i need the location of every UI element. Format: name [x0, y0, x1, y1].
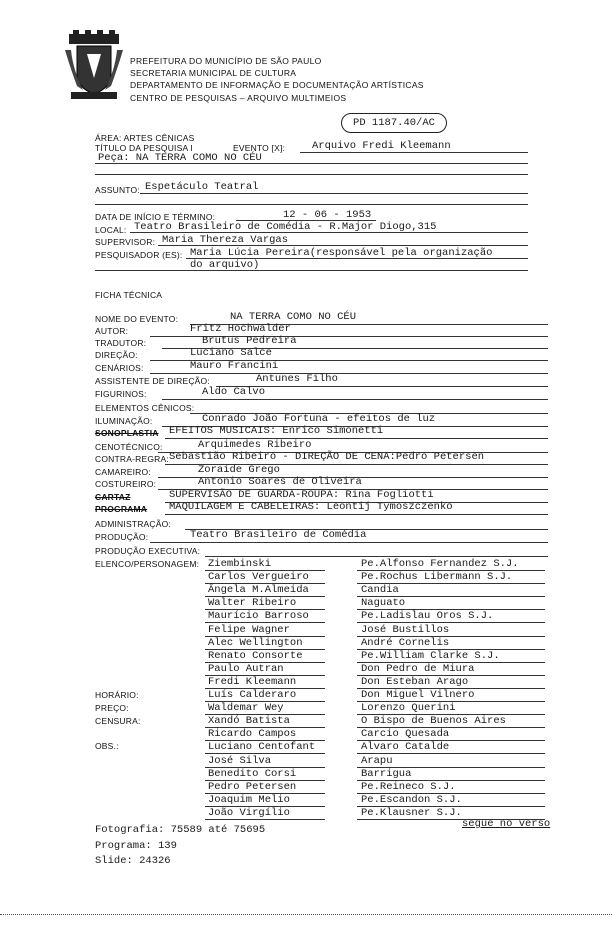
- header-centro: CENTRO DE PESQUISAS – ARQUIVO MULTIMEIOS: [130, 93, 347, 103]
- ficha-value-12: Zoraide Grego: [198, 464, 280, 476]
- programa-number: Programa: 139: [95, 840, 177, 852]
- elenco-role-3: Naguato: [361, 597, 406, 609]
- elenco-label: ELENCO/PERSONAGEM:: [95, 559, 200, 569]
- elenco-actor-16: Benedito Corsi: [208, 768, 297, 780]
- ficha-label-9: SONOPLASTIA: [95, 428, 159, 438]
- data-value: 12 - 06 - 1953: [283, 209, 372, 221]
- ficha-label-12: CAMAREIRO:: [95, 467, 151, 477]
- elenco-role-18: Pe.Escandon S.J.: [361, 794, 462, 806]
- elenco-role-4: Pe.Ladislau Oros S.J.: [361, 610, 494, 622]
- assunto-value: Espetáculo Teatral: [145, 181, 259, 193]
- pesquisador-value-1: Maria Lúcia Pereira(responsável pela organização: [190, 247, 493, 259]
- ficha-label-15: PROGRAMA: [95, 504, 148, 514]
- evento-label: EVENTO [X]:: [233, 143, 286, 153]
- data-label: DATA DE INÍCIO E TÉRMINO:: [95, 212, 216, 222]
- ficha-value-13: Antonio Soares de Oliveira: [198, 476, 362, 488]
- elenco-actor-19: João Virgílio: [208, 807, 290, 819]
- censura-label: CENSURA:: [95, 716, 141, 726]
- ficha-label-7: ELEMENTOS CÊNICOS:: [95, 403, 195, 413]
- elenco-role-14: Alvaro Catalde: [361, 741, 450, 753]
- ficha-value-4: Mauro Francini: [190, 360, 279, 372]
- assunto-label: ASSUNTO:: [95, 185, 140, 195]
- ficha-tecnica-title: FICHA TÉCNICA: [95, 290, 163, 300]
- ficha-label-5: ASSISTENTE DE DIREÇÃO:: [95, 376, 210, 386]
- ficha-value-9: EFEITOS MUSICAIS: Enrico Simonetti: [169, 425, 384, 437]
- area-label: ÁREA: ARTES CÊNICAS: [95, 133, 195, 143]
- elenco-role-1: Pe.Rochus Libermann S.J.: [361, 571, 513, 583]
- elenco-actor-15: José Silva: [208, 755, 272, 767]
- elenco-role-11: Lorenzo Querini: [361, 702, 456, 714]
- ficha-label-13: COSTUREIRO:: [95, 479, 157, 489]
- catalog-stamp: PD 1187.40/AC: [341, 113, 447, 133]
- elenco-actor-4: Maurício Barroso: [208, 610, 309, 622]
- elenco-role-13: Carcio Quesada: [361, 728, 450, 740]
- elenco-actor-1: Carlos Vergueiro: [208, 571, 309, 583]
- preco-label: PREÇO:: [95, 703, 129, 713]
- elenco-role-12: O Bispo de Buenos Aires: [361, 715, 506, 727]
- elenco-role-7: Pe.William Clarke S.J.: [361, 650, 500, 662]
- header-departamento: DEPARTAMENTO DE INFORMAÇÃO E DOCUMENTAÇÃO ARTÍSTICAS: [130, 80, 424, 90]
- ficha-value-2: Brutus Pedreira: [202, 335, 297, 347]
- elenco-actor-9: Fredi Kleemann: [208, 676, 297, 688]
- ficha-label-4: CENÁRIOS:: [95, 363, 144, 373]
- elenco-actor-7: Renato Consorte: [208, 650, 303, 662]
- elenco-actor-6: Alec Wellington: [208, 637, 303, 649]
- ficha-value-0: NA TERRA COMO NO CÉU: [230, 311, 357, 323]
- ficha-label-10: CENOTÉCNICO:: [95, 442, 163, 452]
- elenco-actor-18: Joaquim Melio: [208, 794, 290, 806]
- foto-range: Fotografia: 75589 até 75695: [95, 824, 266, 836]
- elenco-role-2: Candia: [361, 584, 399, 596]
- elenco-role-10: Don Miguel Vilnero: [361, 689, 475, 701]
- slide-number: Slide: 24326: [95, 855, 171, 867]
- elenco-actor-10: Luís Calderaro: [208, 689, 297, 701]
- city-crest-logo: [63, 30, 125, 102]
- ficha-value-14: SUPERVISÃO DE GUARDA-ROUPA: Rina Fogliotti: [169, 489, 434, 501]
- elenco-role-17: Pe.Reineco S.J.: [361, 781, 456, 793]
- titulo-value: Arquivo Fredi Kleemann: [312, 140, 451, 152]
- supervisor-value: Maria Thereza Vargas: [162, 234, 289, 246]
- horario-label: HORÁRIO:: [95, 690, 139, 700]
- ficha-label-14: CARTAZ: [95, 492, 131, 502]
- elenco-role-16: Barrigua: [361, 768, 412, 780]
- ficha-label-6: FIGURINOS:: [95, 389, 147, 399]
- elenco-actor-14: Luciano Centofant: [208, 741, 316, 753]
- header-prefeitura: PREFEITURA DO MUNICÍPIO DE SÃO PAULO: [130, 56, 322, 66]
- elenco-actor-2: Ângela M.Almeida: [208, 584, 309, 596]
- ficha-value-8: Conrado João Fortuna - efeitos de luz: [202, 413, 436, 425]
- pesquisador-value-2: do arquivo): [190, 259, 260, 271]
- ficha-value-17: Teatro Brasileiro de Comédia: [190, 529, 367, 541]
- elenco-actor-13: Ricardo Campos: [208, 728, 297, 740]
- elenco-actor-3: Walter Ribeiro: [208, 597, 297, 609]
- obs-label: OBS.:: [95, 741, 119, 751]
- ficha-label-3: DIREÇÃO:: [95, 350, 138, 360]
- elenco-role-5: José Bustillos: [361, 624, 450, 636]
- ficha-label-0: NOME DO EVENTO:: [95, 314, 179, 324]
- ficha-label-18: PRODUÇÃO EXECUTIVA:: [95, 546, 201, 556]
- ficha-value-3: Luciano Salce: [190, 347, 272, 359]
- pesquisador-label: PESQUISADOR (ES):: [95, 250, 183, 260]
- elenco-actor-11: Waldemar Wey: [208, 702, 284, 714]
- ficha-label-2: TRADUTOR:: [95, 338, 147, 348]
- elenco-actor-17: Pedro Petersen: [208, 781, 297, 793]
- elenco-role-8: Don Pedro de Miura: [361, 663, 475, 675]
- elenco-role-19: Pe.Klausner S.J.: [361, 807, 462, 819]
- supervisor-label: SUPERVISOR:: [95, 237, 156, 247]
- elenco-actor-12: Xandó Batista: [208, 715, 290, 727]
- ficha-label-8: ILUMINAÇÃO:: [95, 416, 153, 426]
- segue-no-verso: segue no verso: [462, 818, 551, 830]
- elenco-role-15: Arapu: [361, 755, 393, 767]
- peca-value: Peça: NA TERRA COMO NO CÉU: [98, 152, 262, 164]
- ficha-label-1: AUTOR:: [95, 326, 129, 336]
- ficha-label-16: ADMINISTRAÇÃO:: [95, 519, 172, 529]
- ficha-value-6: Aldo Calvo: [202, 386, 266, 398]
- titulo-label: TÍTULO DA PESQUISA I: [95, 143, 193, 153]
- ficha-label-17: PRODUÇÃO:: [95, 532, 149, 542]
- elenco-actor-0: Ziembinski: [208, 558, 272, 570]
- ficha-value-10: Arquimedes Ribeiro: [198, 439, 312, 451]
- ficha-value-1: Fritz Hochwälder: [190, 323, 291, 335]
- ficha-value-15: MAQUILAGEM E CABELEIRAS: Leontij Tymoszczenko: [169, 501, 453, 513]
- elenco-role-6: André Cornelis: [361, 637, 450, 649]
- elenco-role-9: Don Esteban Arago: [361, 676, 469, 688]
- local-label: LOCAL:: [95, 225, 127, 235]
- ficha-label-11: CONTRA-REGRA:: [95, 454, 169, 464]
- elenco-actor-8: Paulo Autran: [208, 663, 284, 675]
- elenco-role-0: Pe.Alfonso Fernandez S.J.: [361, 558, 519, 570]
- ficha-value-11: Sebastião Ribeiro - DIREÇÃO DE CENA:Pedro Petersen: [169, 451, 485, 463]
- local-value: Teatro Brasileiro de Comédia - R.Major Diogo,315: [134, 221, 437, 233]
- header-secretaria: SECRETARIA MUNICIPAL DE CULTURA: [130, 68, 297, 78]
- ficha-value-5: Antunes Filho: [256, 373, 338, 385]
- elenco-actor-5: Felipe Wagner: [208, 624, 290, 636]
